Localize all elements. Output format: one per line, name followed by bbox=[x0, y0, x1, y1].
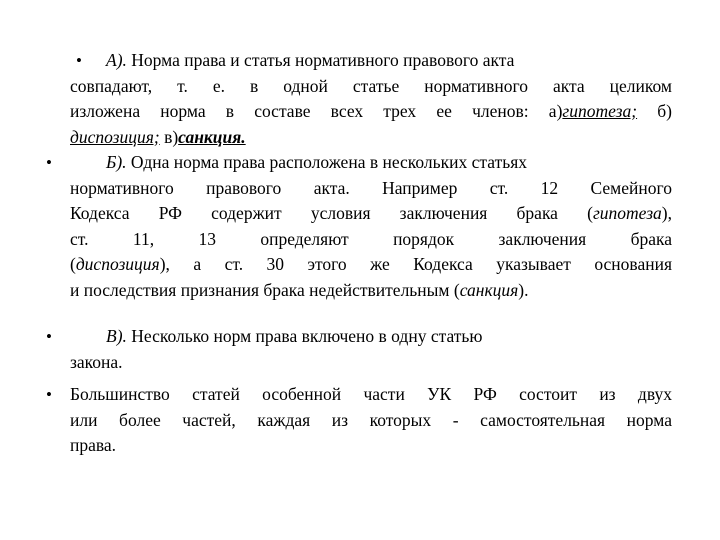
item-b-line-5 bbox=[70, 252, 672, 278]
item-b-text-3b: ), bbox=[661, 203, 672, 223]
item-d-line-2: или более частей, каждая из которых - самостоятельная норма bbox=[70, 409, 672, 430]
item-a-b: б) bbox=[657, 101, 672, 121]
item-a-line-3 bbox=[70, 99, 672, 125]
item-b-text-5a: ( bbox=[70, 254, 76, 274]
item-c-label: В). bbox=[106, 326, 127, 346]
item-b-line-2: нормативного правового акта. Например ст. 12 Семейного bbox=[70, 177, 672, 198]
item-c-line-2: закона. bbox=[70, 351, 123, 372]
bullet-b: • bbox=[46, 153, 52, 172]
item-a-line-4 bbox=[70, 125, 672, 151]
item-b-line-1 bbox=[70, 150, 672, 176]
item-b-line-6 bbox=[70, 278, 672, 304]
item-c-line-1 bbox=[70, 324, 672, 350]
item-a-line-1 bbox=[70, 48, 672, 74]
item-b-text-1: Одна норма права расположена в нескольких статьях bbox=[130, 152, 528, 172]
item-d-line-3: права. bbox=[70, 435, 117, 455]
item-b-text-6a: и последствия признания брака недействительным ( bbox=[70, 279, 460, 300]
item-a-v: в) bbox=[164, 126, 179, 147]
item-c-text-1: Несколько норм права включено в одну статью bbox=[131, 326, 483, 346]
item-b-text-3a: Кодекса РФ содержит условия заключения брака ( bbox=[70, 203, 593, 223]
item-b-line-3 bbox=[70, 201, 672, 227]
bullet-c: • bbox=[46, 327, 52, 346]
item-b-text-6b: ). bbox=[518, 279, 529, 300]
item-b bbox=[70, 150, 672, 303]
item-c bbox=[70, 324, 672, 375]
item-a-text-1: Норма права и статья нормативного правового акта bbox=[131, 50, 515, 70]
item-b-sanction: санкция bbox=[459, 279, 519, 300]
item-a-line-2: совпадают, т. е. в одной статье нормативного акта целиком bbox=[70, 75, 672, 96]
item-b-hypothesis: гипотеза bbox=[592, 203, 662, 223]
bullet-a: • bbox=[76, 51, 82, 70]
sanction-term: санкция. bbox=[178, 126, 246, 147]
item-a-text-3: изложена норма в составе всех трех ее членов: а) bbox=[70, 101, 563, 121]
item-b-label: Б). bbox=[106, 152, 127, 172]
disposition-term: диспозиция; bbox=[70, 126, 160, 147]
bullet-d: • bbox=[46, 385, 52, 404]
item-a-label: А). bbox=[106, 50, 127, 70]
item-d bbox=[70, 382, 672, 459]
item-b-disposition: диспозиция bbox=[75, 254, 160, 274]
hypothesis-term: гипотеза; bbox=[562, 101, 638, 121]
item-a bbox=[70, 48, 672, 150]
item-b-text-5b: ), а ст. 30 этого же Кодекса указывает основания bbox=[159, 254, 672, 274]
item-d-line-1: Большинство статей особенной части УК РФ состоит из двух bbox=[70, 384, 672, 404]
item-b-line-4: ст. 11, 13 определяют порядок заключения брака bbox=[70, 228, 672, 249]
